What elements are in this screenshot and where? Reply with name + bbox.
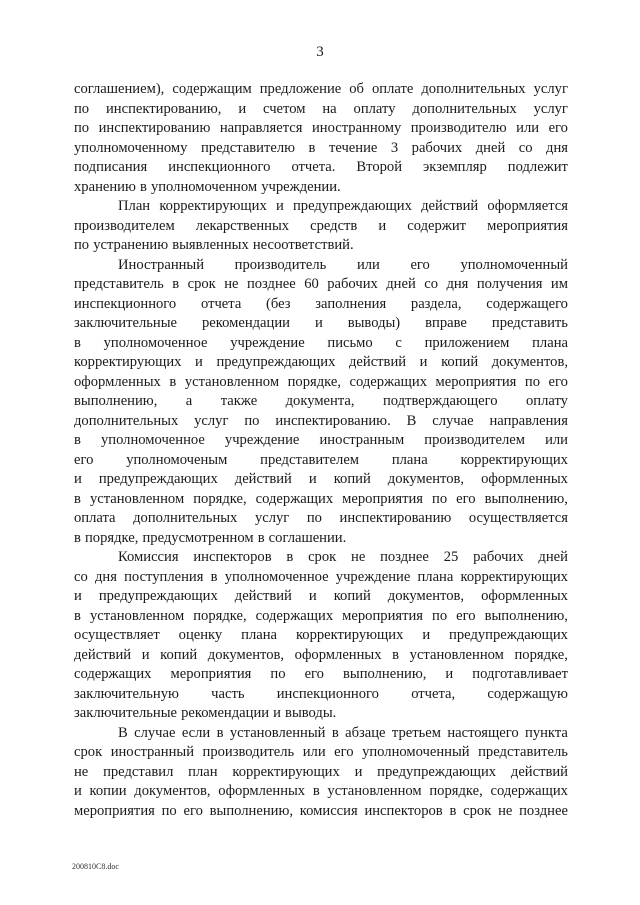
text-line: хранению в уполномоченном учреждении. xyxy=(74,178,341,195)
paragraph xyxy=(74,724,568,822)
text-line: действий и копий документов, оформленных в установленном порядке, xyxy=(74,646,568,663)
text-line: в порядке, предусмотренном в соглашении. xyxy=(74,529,347,546)
text-line: Комиссия инспекторов в срок не позднее 25 рабочих дней xyxy=(118,549,568,565)
text-line: уполномоченному представителю в течение 3 рабочих дней со дня xyxy=(74,139,568,156)
text-line: выполнению, а также документа, подтверждающего оплату xyxy=(74,393,568,409)
text-line: по инспектированию направляется иностранному производителю или его xyxy=(74,120,568,136)
text-line: и предупреждающих действий и копий документов, оформленных xyxy=(74,471,568,487)
text-line: соглашением), содержащим предложение об оплате дополнительных услуг xyxy=(74,81,568,97)
text-line: мероприятия по его выполнению, комиссия инспекторов в срок не позднее xyxy=(74,802,568,819)
text-line: Иностранный производитель или его уполномоченный xyxy=(118,256,568,273)
text-line: производителем лекарственных средств и содержит мероприятия xyxy=(74,217,568,234)
text-line: заключительную часть инспекционного отчета, содержащую xyxy=(74,685,568,702)
text-line: со дня поступления в уполномоченное учреждение плана корректирующих xyxy=(74,568,568,585)
text-line: оформленных в установленном порядке, содержащих мероприятия по его xyxy=(74,373,568,390)
text-line: не представил план корректирующих и предупреждающих действий xyxy=(74,763,568,780)
text-line: представитель в срок не позднее 60 рабочих дней со дня получения им xyxy=(74,276,568,292)
paragraph xyxy=(74,80,568,197)
text-line: в уполномоченное учреждение иностранным производителем или xyxy=(74,432,568,448)
text-line: по инспектированию, и счетом на оплату дополнительных услуг xyxy=(74,100,568,117)
text-line: заключительные рекомендации и выводы) вправе представить xyxy=(74,315,568,331)
text-line: в установленном порядке, содержащих мероприятия по его выполнению, xyxy=(74,490,568,507)
text-line: План корректирующих и предупреждающих действий оформляется xyxy=(118,198,568,214)
text-line: заключительные рекомендации и выводы. xyxy=(74,705,337,721)
text-line: корректирующих и предупреждающих действий и копий документов, xyxy=(74,354,568,370)
text-line: срок иностранный производитель или его уполномоченный представитель xyxy=(74,744,568,760)
paragraph xyxy=(74,256,568,549)
text-line: содержащих мероприятия по его выполнению, и подготавливает xyxy=(74,666,568,682)
text-line: В случае если в установленный в абзаце третьем настоящего пункта xyxy=(118,724,568,741)
text-line: его уполномоченым представителем плана корректирующих xyxy=(74,451,568,468)
text-line: подписания инспекционного отчета. Второй экземпляр подлежит xyxy=(74,159,568,175)
text-line: в уполномоченное учреждение письмо с приложением плана xyxy=(74,334,568,351)
text-line: в установленном порядке, содержащих мероприятия по его выполнению, xyxy=(74,607,568,624)
text-line: и предупреждающих действий и копий документов, оформленных xyxy=(74,588,568,604)
text-line: по устранению выявленных несоответствий. xyxy=(74,237,354,253)
text-line: осуществляет оценку плана корректирующих и предупреждающих xyxy=(74,627,568,643)
document-body xyxy=(74,80,568,821)
page-number: 3 xyxy=(316,44,324,60)
text-line: и копии документов, оформленных в установленном порядке, содержащих xyxy=(74,783,568,799)
paragraph xyxy=(74,548,568,724)
paragraph xyxy=(74,197,568,256)
text-line: оплата дополнительных услуг по инспектированию осуществляется xyxy=(74,510,568,526)
text-line: дополнительных услуг по инспектированию. В случае направления xyxy=(74,412,568,429)
footer-filename: 200810C8.doc xyxy=(72,862,119,871)
text-line: инспекционного отчета (без заполнения раздела, содержащего xyxy=(74,295,568,312)
